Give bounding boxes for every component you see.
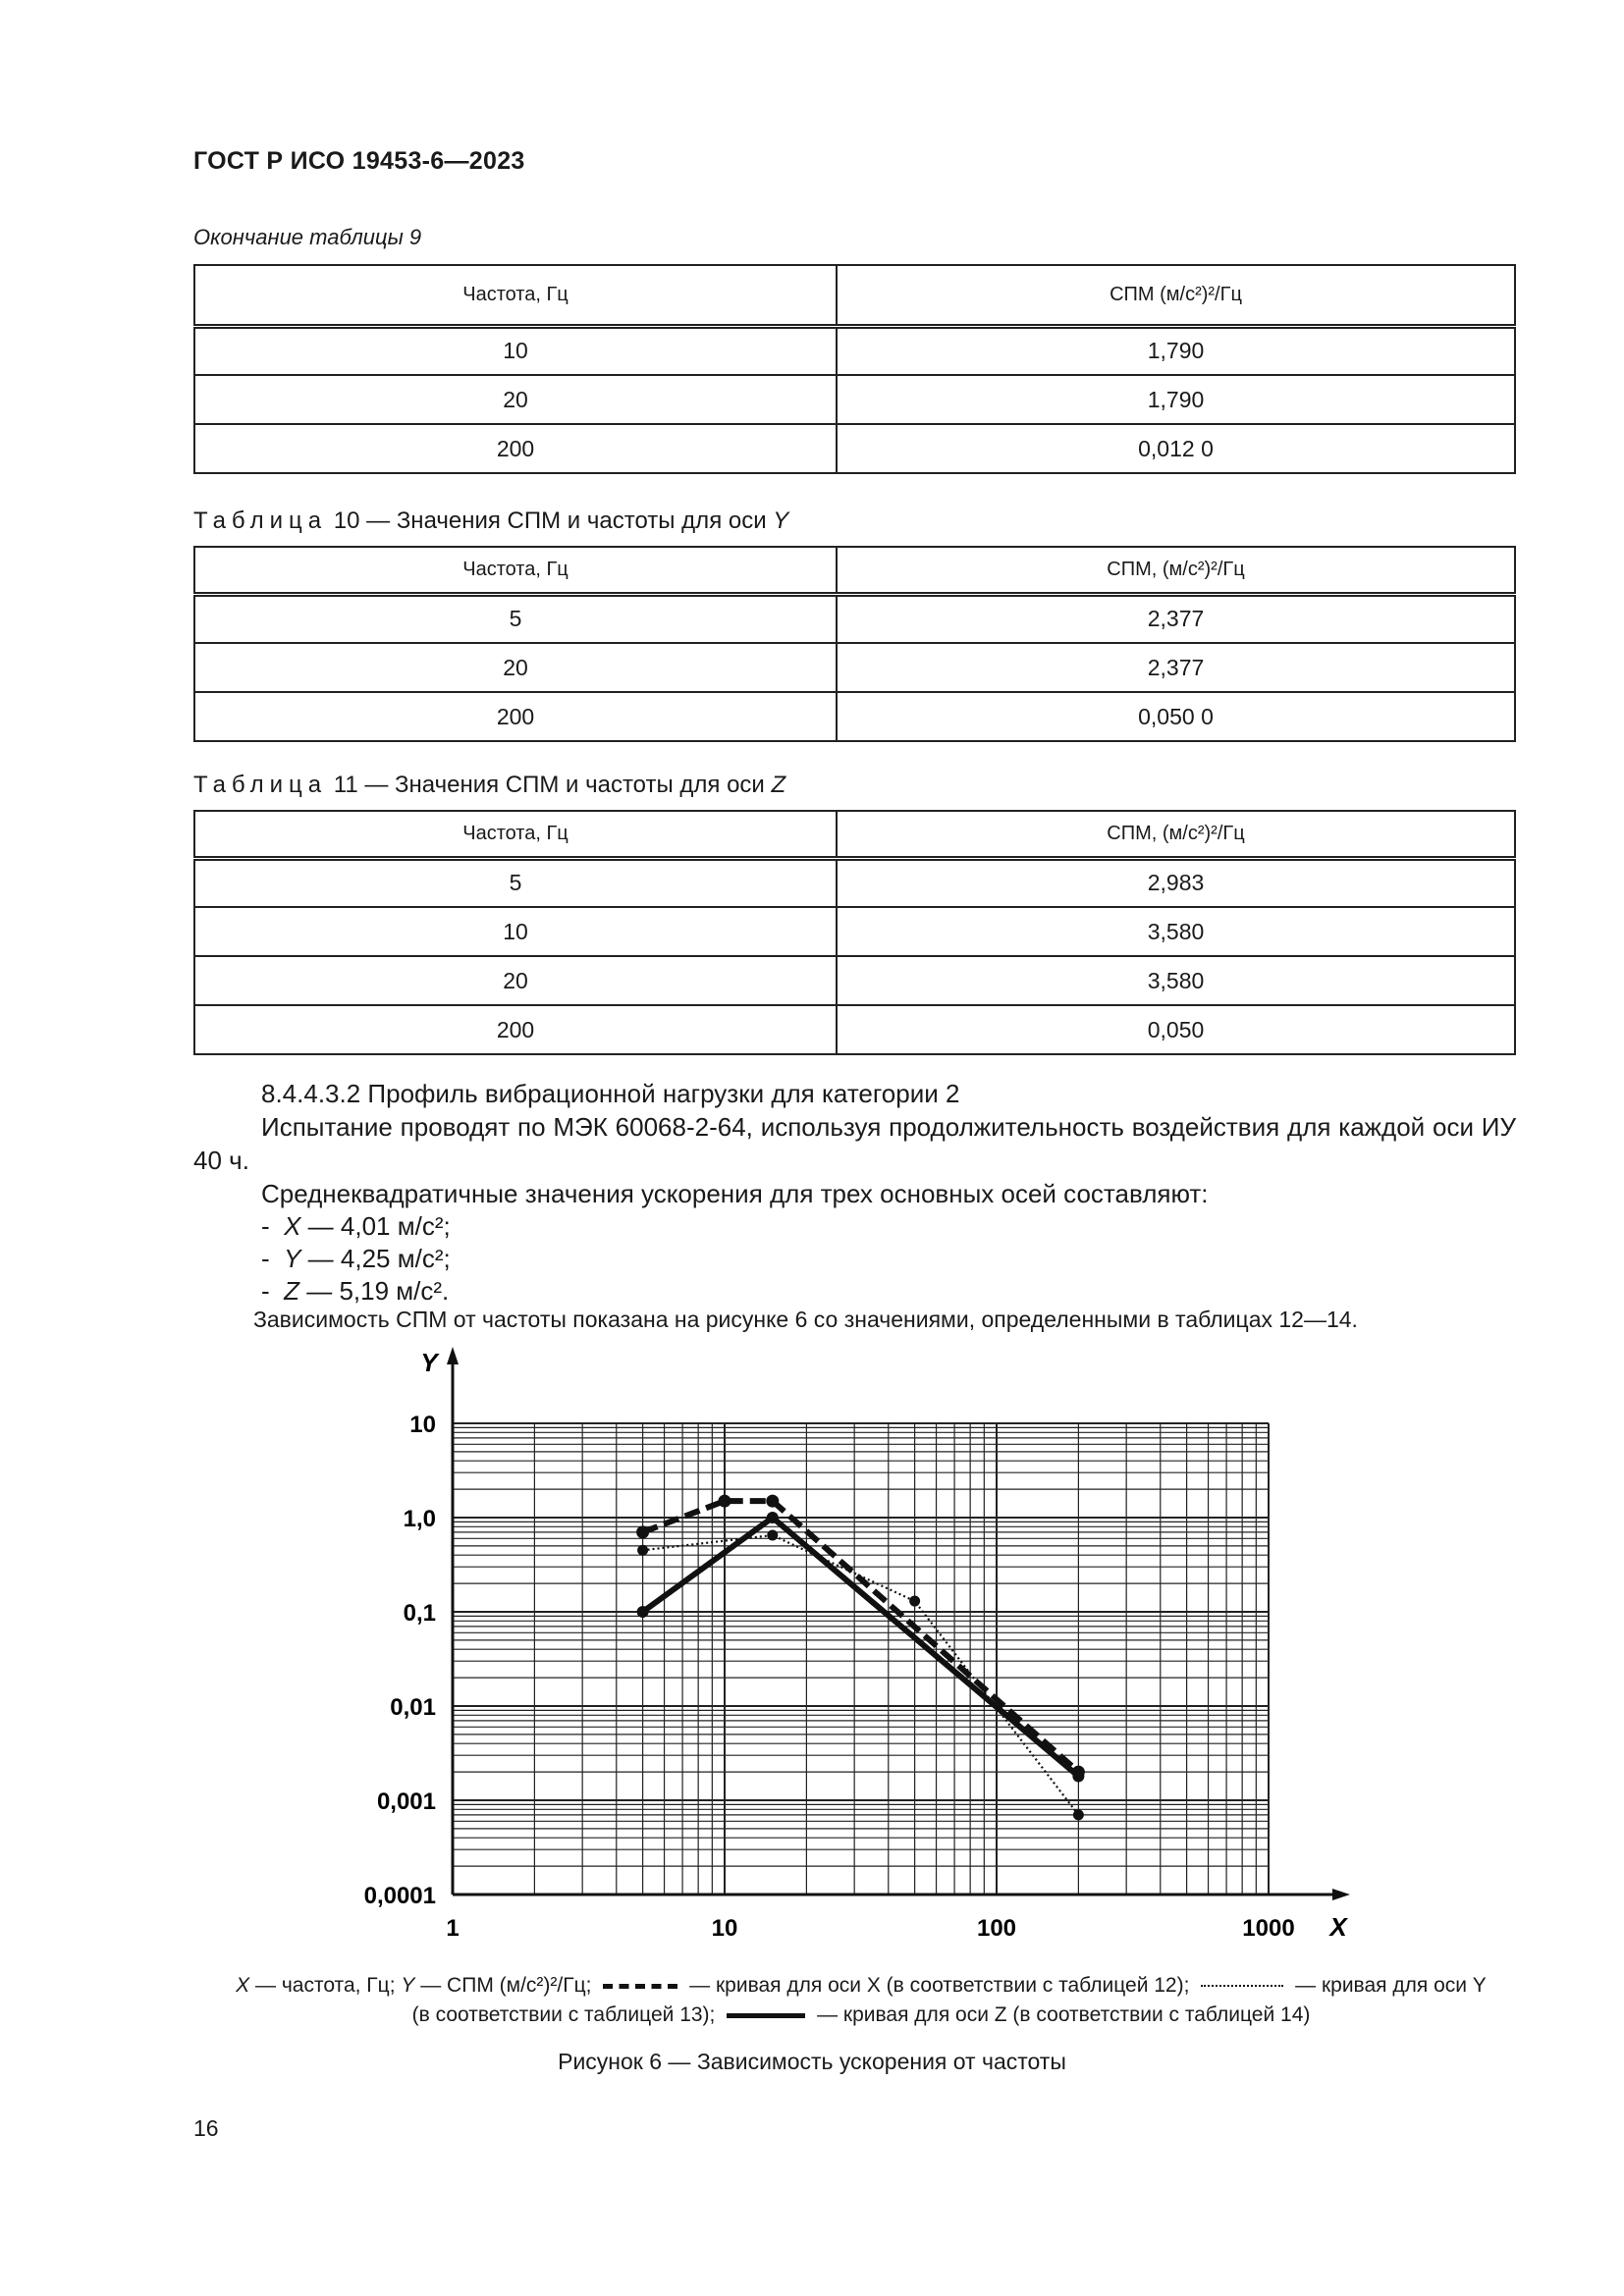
x-axis-arrow-icon — [1332, 1889, 1350, 1900]
y-tick-label: 0,0001 — [363, 1883, 436, 1909]
table-cell: 3,580 — [837, 907, 1515, 956]
legend-series-x-text: — кривая для оси X (в соответствии с таблицей 12); — [683, 1974, 1196, 1997]
table-header-cell: СПМ, (м/с²)²/Гц — [837, 811, 1515, 858]
table-11 — [193, 810, 1516, 1055]
y-tick-label: 0,1 — [403, 1600, 436, 1627]
table-cell: 10 — [194, 326, 837, 375]
table-caption-axis: Z — [771, 772, 786, 798]
table-row — [194, 375, 1515, 424]
bullet-text: — 5,19 м/с². — [299, 1276, 450, 1306]
y-tick-label: 0,01 — [390, 1694, 436, 1721]
series-point-y — [767, 1529, 778, 1540]
table-header-cell: Частота, Гц — [194, 265, 837, 326]
legend-y-symbol: Y — [401, 1974, 415, 1997]
chart-tick-labels — [364, 1412, 1295, 1942]
series-point-y — [1073, 1809, 1084, 1820]
legend-series-y-text: — кривая для оси Y — [1289, 1974, 1487, 1997]
table9-continuation-caption: Окончание таблицы 9 — [193, 225, 422, 249]
series-point-z — [637, 1606, 649, 1618]
bullet-text: — 4,01 м/с²; — [300, 1211, 451, 1241]
series-point-x — [766, 1495, 779, 1508]
table-cell: 20 — [194, 643, 837, 692]
table-row — [194, 643, 1515, 692]
table-row — [194, 692, 1515, 741]
table-header-cell: СПМ, (м/с²)²/Гц — [837, 547, 1515, 594]
table-cell: 1,790 — [837, 375, 1515, 424]
legend-x-text: — частота, Гц; — [249, 1974, 402, 1997]
bullet-y: - Y — 4,25 м/с²; — [261, 1244, 451, 1273]
table-caption-axis: Y — [773, 507, 789, 534]
bullet-text: — 4,25 м/с²; — [300, 1244, 451, 1273]
figure-legend — [193, 1971, 1529, 2030]
legend-dotted-line-icon — [1201, 1985, 1283, 1987]
table10-caption — [193, 507, 788, 535]
x-tick-label: 10 — [711, 1915, 738, 1942]
table-cell: 1,790 — [837, 326, 1515, 375]
series-line-z — [643, 1518, 1079, 1777]
series-point-z — [1072, 1770, 1084, 1782]
table-cell: 200 — [194, 692, 837, 741]
table-row — [194, 594, 1515, 643]
table-row — [194, 1005, 1515, 1054]
series-line-x — [643, 1501, 1079, 1772]
table-cell: 20 — [194, 956, 837, 1005]
legend-series-z-text: — кривая для оси Z (в соответствии с таблицей 14) — [811, 2003, 1311, 2026]
table-header-cell: Частота, Гц — [194, 811, 837, 858]
legend-y-text: — СПМ (м/с²)²/Гц; — [414, 1974, 598, 1997]
bullet-x: - X — 4,01 м/с²; — [261, 1211, 451, 1241]
table-header-row — [194, 265, 1515, 326]
series-point-x — [719, 1495, 731, 1508]
table-cell: 3,580 — [837, 956, 1515, 1005]
table-cell: 2,377 — [837, 594, 1515, 643]
legend-dashed-line-icon — [603, 1984, 677, 1989]
table-label: Таблица — [193, 772, 328, 798]
y-tick-label: 10 — [409, 1412, 436, 1438]
section-paragraph-1: Испытание проводят по МЭК 60068-2-64, используя продолжительность воздействия для каждой оси ИУ 40 ч. — [193, 1112, 1516, 1175]
table-9 — [193, 264, 1516, 474]
table-header-row — [194, 811, 1515, 858]
section-heading: 8.4.4.3.2 Профиль вибрационной нагрузки для категории 2 — [261, 1079, 960, 1108]
document-code: ГОСТ Р ИСО 19453-6—2023 — [193, 147, 525, 175]
table-cell: 2,983 — [837, 858, 1515, 907]
table-row — [194, 956, 1515, 1005]
section-paragraph-2: Среднеквадратичные значения ускорения для трех основных осей составляют: — [261, 1179, 1209, 1208]
table-cell: 5 — [194, 858, 837, 907]
y-tick-label: 1,0 — [403, 1506, 436, 1532]
series-point-z — [767, 1512, 779, 1523]
legend-series-y-ref: (в соответствии с таблицей 13); — [411, 2003, 722, 2026]
y-axis-title: Y — [420, 1348, 438, 1377]
psd-chart — [0, 1335, 1624, 1944]
series-point-x — [636, 1525, 649, 1538]
table-cell: 0,050 0 — [837, 692, 1515, 741]
bullet-axis: Z — [284, 1276, 299, 1306]
section-paragraph-3: Зависимость СПМ от частоты показана на рисунке 6 со значениями, определенными в таблицах 12—14. — [253, 1307, 1358, 1332]
table-label: Таблица — [193, 507, 328, 534]
table-header-cell: Частота, Гц — [194, 547, 837, 594]
x-tick-label: 1 — [446, 1915, 460, 1942]
table-caption-text: 11 — Значения СПМ и частоты для оси — [333, 772, 765, 798]
table-header-cell: СПМ (м/с²)²/Гц — [837, 265, 1515, 326]
table-cell: 0,050 — [837, 1005, 1515, 1054]
bullet-z: - Z — 5,19 м/с². — [261, 1276, 450, 1306]
table-cell: 2,377 — [837, 643, 1515, 692]
y-axis-arrow-icon — [447, 1347, 459, 1364]
table-10 — [193, 546, 1516, 742]
chart-axes — [420, 1347, 1350, 1942]
table-row — [194, 858, 1515, 907]
series-point-y — [637, 1545, 648, 1556]
chart-grid — [453, 1423, 1269, 1895]
table-row — [194, 326, 1515, 375]
legend-solid-line-icon — [727, 2013, 805, 2018]
table-cell: 10 — [194, 907, 837, 956]
bullet-axis: X — [284, 1211, 301, 1241]
table11-caption — [193, 772, 785, 799]
table-row — [194, 907, 1515, 956]
table-cell: 200 — [194, 424, 837, 473]
legend-x-symbol: X — [236, 1974, 250, 1997]
table-caption-text: 10 — Значения СПМ и частоты для оси — [333, 507, 767, 534]
figure-caption: Рисунок 6 — Зависимость ускорения от частоты — [558, 2049, 1066, 2074]
table-cell: 20 — [194, 375, 837, 424]
bullet-axis: Y — [284, 1244, 301, 1273]
table-cell: 200 — [194, 1005, 837, 1054]
y-tick-label: 0,001 — [376, 1789, 436, 1815]
table-header-row — [194, 547, 1515, 594]
table-row — [194, 424, 1515, 473]
x-tick-label: 1000 — [1242, 1915, 1295, 1942]
table-cell: 5 — [194, 594, 837, 643]
page-number: 16 — [193, 2115, 219, 2141]
series-point-y — [909, 1596, 920, 1607]
x-tick-label: 100 — [976, 1915, 1017, 1942]
table-cell: 0,012 0 — [837, 424, 1515, 473]
x-axis-title: X — [1329, 1912, 1347, 1942]
